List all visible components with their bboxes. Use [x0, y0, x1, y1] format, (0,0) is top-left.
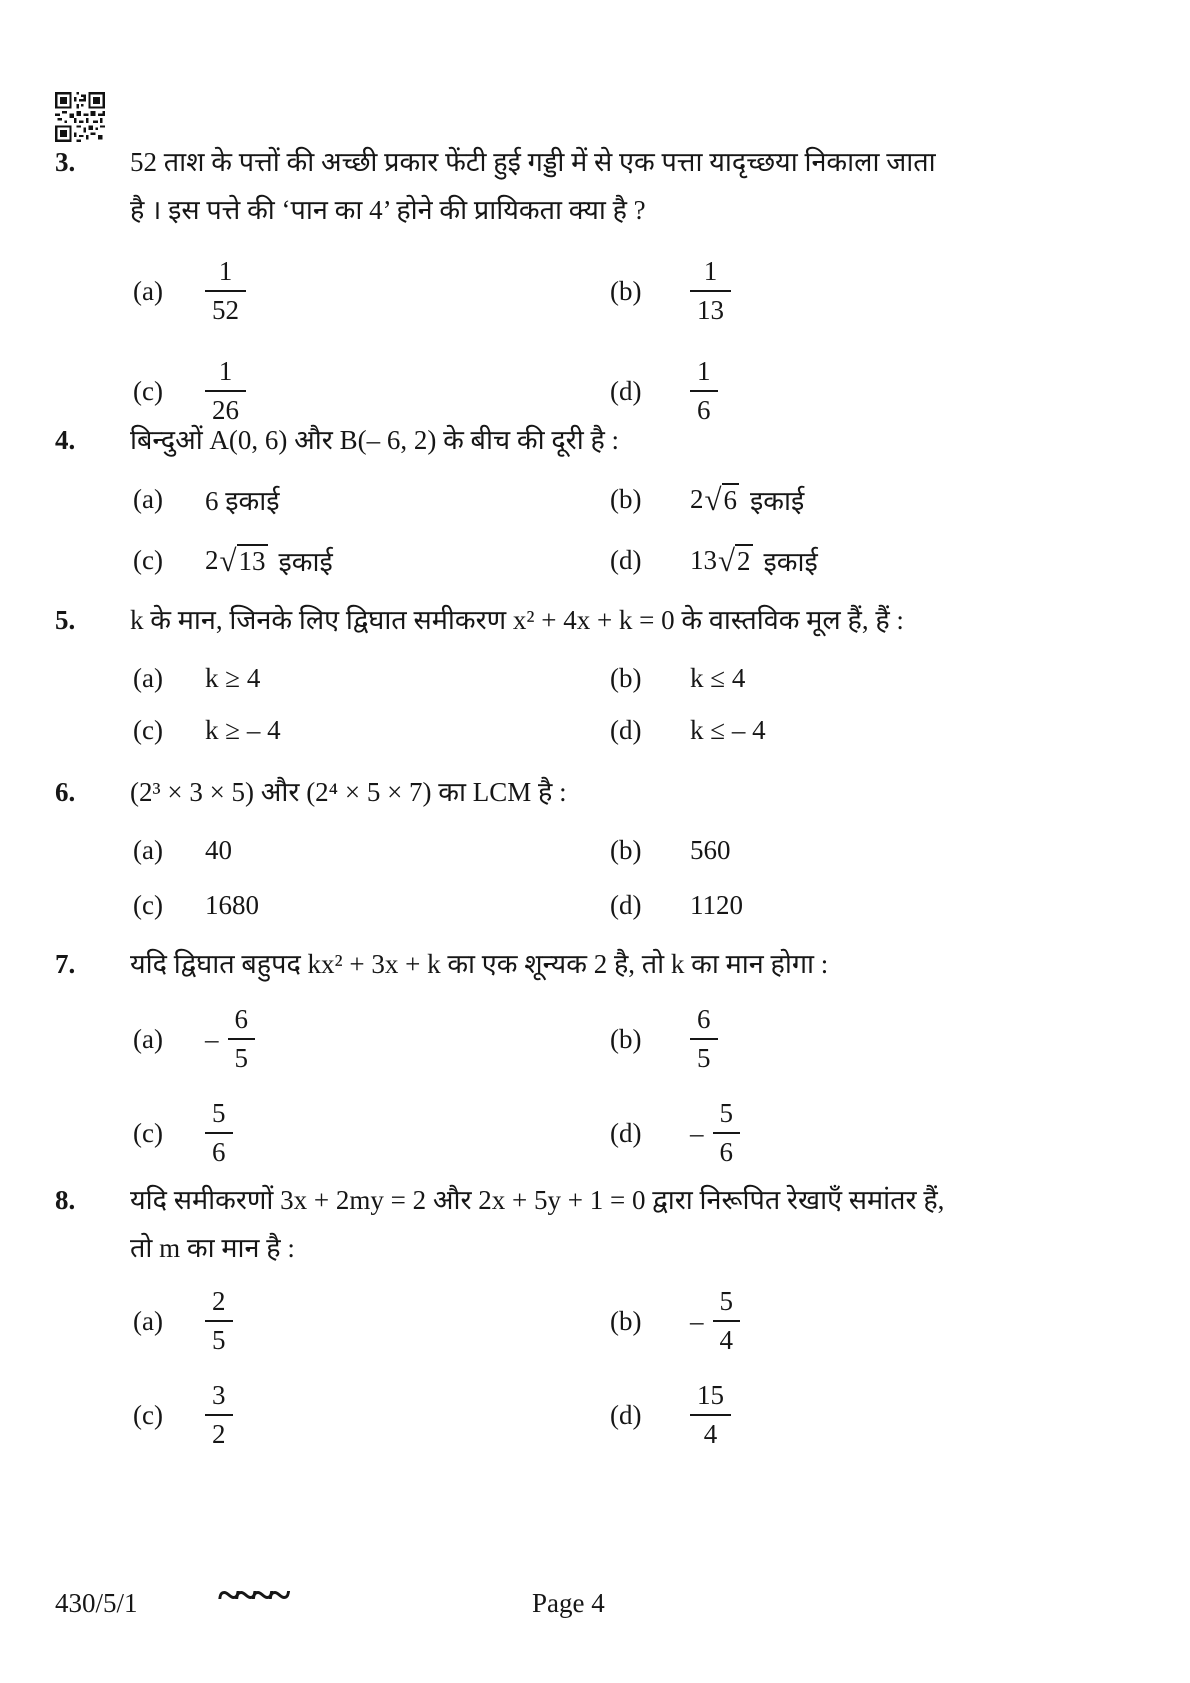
question-text-line: 52 ताश के पत्तों की अच्छी प्रकार फेंटी हुई गड्डी में से एक पत्ता यादृच्छया निकाला जाता	[130, 147, 936, 177]
option-value	[205, 256, 246, 326]
fraction-numerator: 5	[212, 1098, 226, 1129]
squiggle-separator: ~~~~	[218, 1573, 286, 1619]
fraction-denominator: 6	[713, 1132, 741, 1168]
option-unit: इकाई	[278, 547, 333, 577]
option-label: (b)	[610, 1023, 642, 1054]
option-label: (c)	[133, 545, 163, 575]
option-value: 6 इकाई	[205, 486, 280, 516]
option-value	[205, 542, 333, 579]
option-d	[610, 890, 743, 921]
fraction-denominator: 5	[690, 1038, 718, 1074]
option-value: k ≥ – 4	[205, 715, 281, 745]
fraction	[690, 1004, 718, 1074]
option-d	[610, 1098, 740, 1168]
option-value	[690, 1098, 740, 1168]
option-value: 40	[205, 835, 232, 865]
option-value	[690, 256, 731, 326]
sqrt-coefficient: 13	[690, 545, 717, 575]
option-value: 1120	[690, 890, 743, 920]
sqrt-radical-icon: √	[704, 481, 722, 517]
options-row	[133, 256, 1140, 326]
option-value	[690, 1286, 740, 1356]
fraction-denominator: 6	[690, 390, 718, 426]
option-b	[610, 663, 745, 694]
option-label: (d)	[610, 715, 642, 745]
option-a	[133, 256, 610, 326]
option-c	[133, 715, 610, 746]
options-row	[133, 663, 1140, 694]
fraction	[713, 1286, 741, 1356]
option-label: (a)	[133, 484, 163, 514]
option-label: (d)	[610, 1399, 642, 1430]
minus-sign: –	[690, 1305, 704, 1336]
option-label: (a)	[133, 835, 163, 865]
option-value: k ≥ 4	[205, 663, 261, 693]
option-value: 1680	[205, 890, 259, 920]
fraction	[205, 1098, 233, 1168]
question-header	[55, 416, 1140, 464]
paper-code: 430/5/1	[55, 1588, 138, 1618]
option-c	[133, 1098, 610, 1168]
fraction-denominator: 4	[713, 1320, 741, 1356]
option-c	[133, 542, 610, 579]
options-row	[133, 715, 1140, 746]
option-label: (a)	[133, 1023, 163, 1054]
fraction	[690, 256, 731, 326]
option-a	[133, 835, 610, 866]
sqrt-coefficient: 2	[205, 545, 219, 575]
fraction	[690, 1380, 731, 1450]
options-row	[133, 1098, 1140, 1168]
option-c	[133, 1380, 610, 1450]
question-number: 7.	[55, 949, 76, 979]
fraction-denominator: 2	[205, 1414, 233, 1450]
fraction-numerator: 6	[697, 1004, 711, 1034]
question-5	[55, 596, 1140, 746]
option-label: (a)	[133, 275, 163, 306]
option-value	[205, 1004, 255, 1074]
options-row	[133, 481, 1140, 518]
question-header	[55, 768, 1140, 816]
option-label: (d)	[610, 545, 642, 575]
fraction-denominator: 5	[228, 1038, 256, 1074]
fraction	[228, 1004, 256, 1074]
option-a	[133, 1286, 610, 1356]
fraction-denominator: 13	[690, 290, 731, 326]
question-text-line: k के मान, जिनके लिए द्विघात समीकरण x² + 4x + k = 0 के वास्तविक मूल हैं, हैं :	[130, 605, 904, 635]
options-row	[133, 1004, 1140, 1074]
option-unit: इकाई	[763, 547, 818, 577]
option-c	[133, 890, 610, 921]
fraction-numerator: 1	[697, 356, 711, 387]
question-3	[55, 138, 1140, 426]
options-row	[133, 835, 1140, 866]
question-text-line: (2³ × 3 × 5) और (2⁴ × 5 × 7) का LCM है :	[130, 777, 567, 807]
question-text-line: है । इस पत्ते की ‘पान का 4’ होने की प्रायिकता क्या है ?	[130, 195, 646, 225]
sqrt-coefficient: 2	[690, 484, 704, 514]
question-text-line: यदि समीकरणों 3x + 2my = 2 और 2x + 5y + 1 = 0 द्वारा निरूपित रेखाएँ समांतर हैं,	[130, 1185, 945, 1215]
option-label: (b)	[610, 275, 642, 306]
option-label: (d)	[610, 1117, 642, 1148]
question-text-line: तो m का मान है :	[130, 1233, 295, 1263]
option-b	[610, 481, 804, 518]
option-b	[610, 835, 731, 866]
sqrt-radicand: 2	[737, 546, 751, 576]
fraction	[205, 256, 246, 326]
option-label: (d)	[610, 375, 642, 406]
option-label: (c)	[133, 715, 163, 745]
fraction-denominator: 4	[690, 1414, 731, 1450]
option-label: (b)	[610, 1305, 642, 1336]
question-text-line: यदि द्विघात बहुपद kx² + 3x + k का एक शून्यक 2 है, तो k का मान होगा :	[130, 949, 829, 979]
fraction	[205, 1380, 233, 1450]
question-text	[130, 768, 1140, 816]
page-number: Page 4	[532, 1588, 605, 1618]
fraction-numerator: 5	[719, 1286, 733, 1316]
fraction-denominator: 52	[205, 290, 246, 326]
sqrt-radicand: 6	[723, 485, 738, 515]
question-header	[55, 1176, 1140, 1272]
option-value	[205, 1286, 233, 1356]
options-row	[133, 1286, 1140, 1356]
fraction-numerator: 5	[719, 1098, 733, 1129]
question-number: 3.	[55, 147, 76, 177]
question-4	[55, 416, 1140, 579]
question-header	[55, 596, 1140, 644]
option-a	[133, 1004, 610, 1074]
fraction-numerator: 1	[218, 356, 233, 387]
question-text-line: बिन्दुओं A(0, 6) और B(– 6, 2) के बीच की दूरी है :	[130, 425, 620, 455]
question-number: 6.	[55, 777, 76, 807]
options-row	[133, 542, 1140, 579]
option-a	[133, 481, 610, 518]
question-6	[55, 768, 1140, 921]
question-text	[130, 1176, 1140, 1272]
option-value	[690, 481, 804, 518]
fraction-numerator: 15	[697, 1380, 724, 1411]
option-label: (a)	[133, 1305, 163, 1336]
fraction-denominator: 26	[205, 390, 246, 426]
question-text	[130, 416, 1140, 464]
option-value: 560	[690, 835, 731, 865]
question-header	[55, 940, 1140, 988]
option-value	[690, 1380, 731, 1450]
fraction	[205, 1286, 233, 1356]
question-header	[55, 138, 1140, 234]
option-d	[610, 1380, 731, 1450]
option-b	[610, 1004, 718, 1074]
option-d	[610, 542, 818, 579]
sqrt-radical-icon: √	[718, 542, 736, 578]
option-value	[690, 1004, 718, 1074]
option-label: (c)	[133, 890, 163, 920]
option-d	[610, 715, 766, 746]
question-text	[130, 596, 1140, 644]
option-label: (b)	[610, 484, 642, 514]
option-label: (b)	[610, 663, 642, 693]
option-a	[133, 663, 610, 694]
option-label: (a)	[133, 663, 163, 693]
option-label: (c)	[133, 1117, 163, 1148]
question-8	[55, 1176, 1140, 1450]
option-label: (c)	[133, 1399, 163, 1430]
option-value: k ≤ – 4	[690, 715, 766, 745]
fraction-numerator: 2	[212, 1286, 226, 1316]
question-number: 4.	[55, 425, 76, 455]
option-value: k ≤ 4	[690, 663, 746, 693]
option-label: (b)	[610, 835, 642, 865]
fraction-numerator: 3	[212, 1380, 226, 1411]
question-text	[130, 138, 1140, 234]
question-7	[55, 940, 1140, 1168]
fraction-numerator: 1	[703, 256, 718, 286]
minus-sign: –	[690, 1117, 704, 1148]
option-label: (c)	[133, 375, 163, 406]
option-value	[690, 542, 818, 579]
fraction	[713, 1098, 741, 1168]
options-row	[133, 1380, 1140, 1450]
question-text	[130, 940, 1140, 988]
qr-code-icon	[55, 92, 105, 142]
minus-sign: –	[205, 1023, 219, 1054]
option-value	[205, 1380, 233, 1450]
option-unit: इकाई	[750, 486, 805, 516]
question-number: 5.	[55, 605, 76, 635]
fraction-numerator: 6	[234, 1004, 248, 1034]
fraction-denominator: 5	[205, 1320, 233, 1356]
fraction-denominator: 6	[205, 1132, 233, 1168]
options-row	[133, 890, 1140, 921]
fraction-numerator: 1	[218, 256, 233, 286]
option-b	[610, 256, 731, 326]
option-value	[205, 1098, 233, 1168]
question-number: 8.	[55, 1185, 76, 1215]
option-label: (d)	[610, 890, 642, 920]
sqrt-radical-icon: √	[219, 542, 237, 578]
option-b	[610, 1286, 740, 1356]
sqrt-radicand: 13	[238, 546, 266, 576]
